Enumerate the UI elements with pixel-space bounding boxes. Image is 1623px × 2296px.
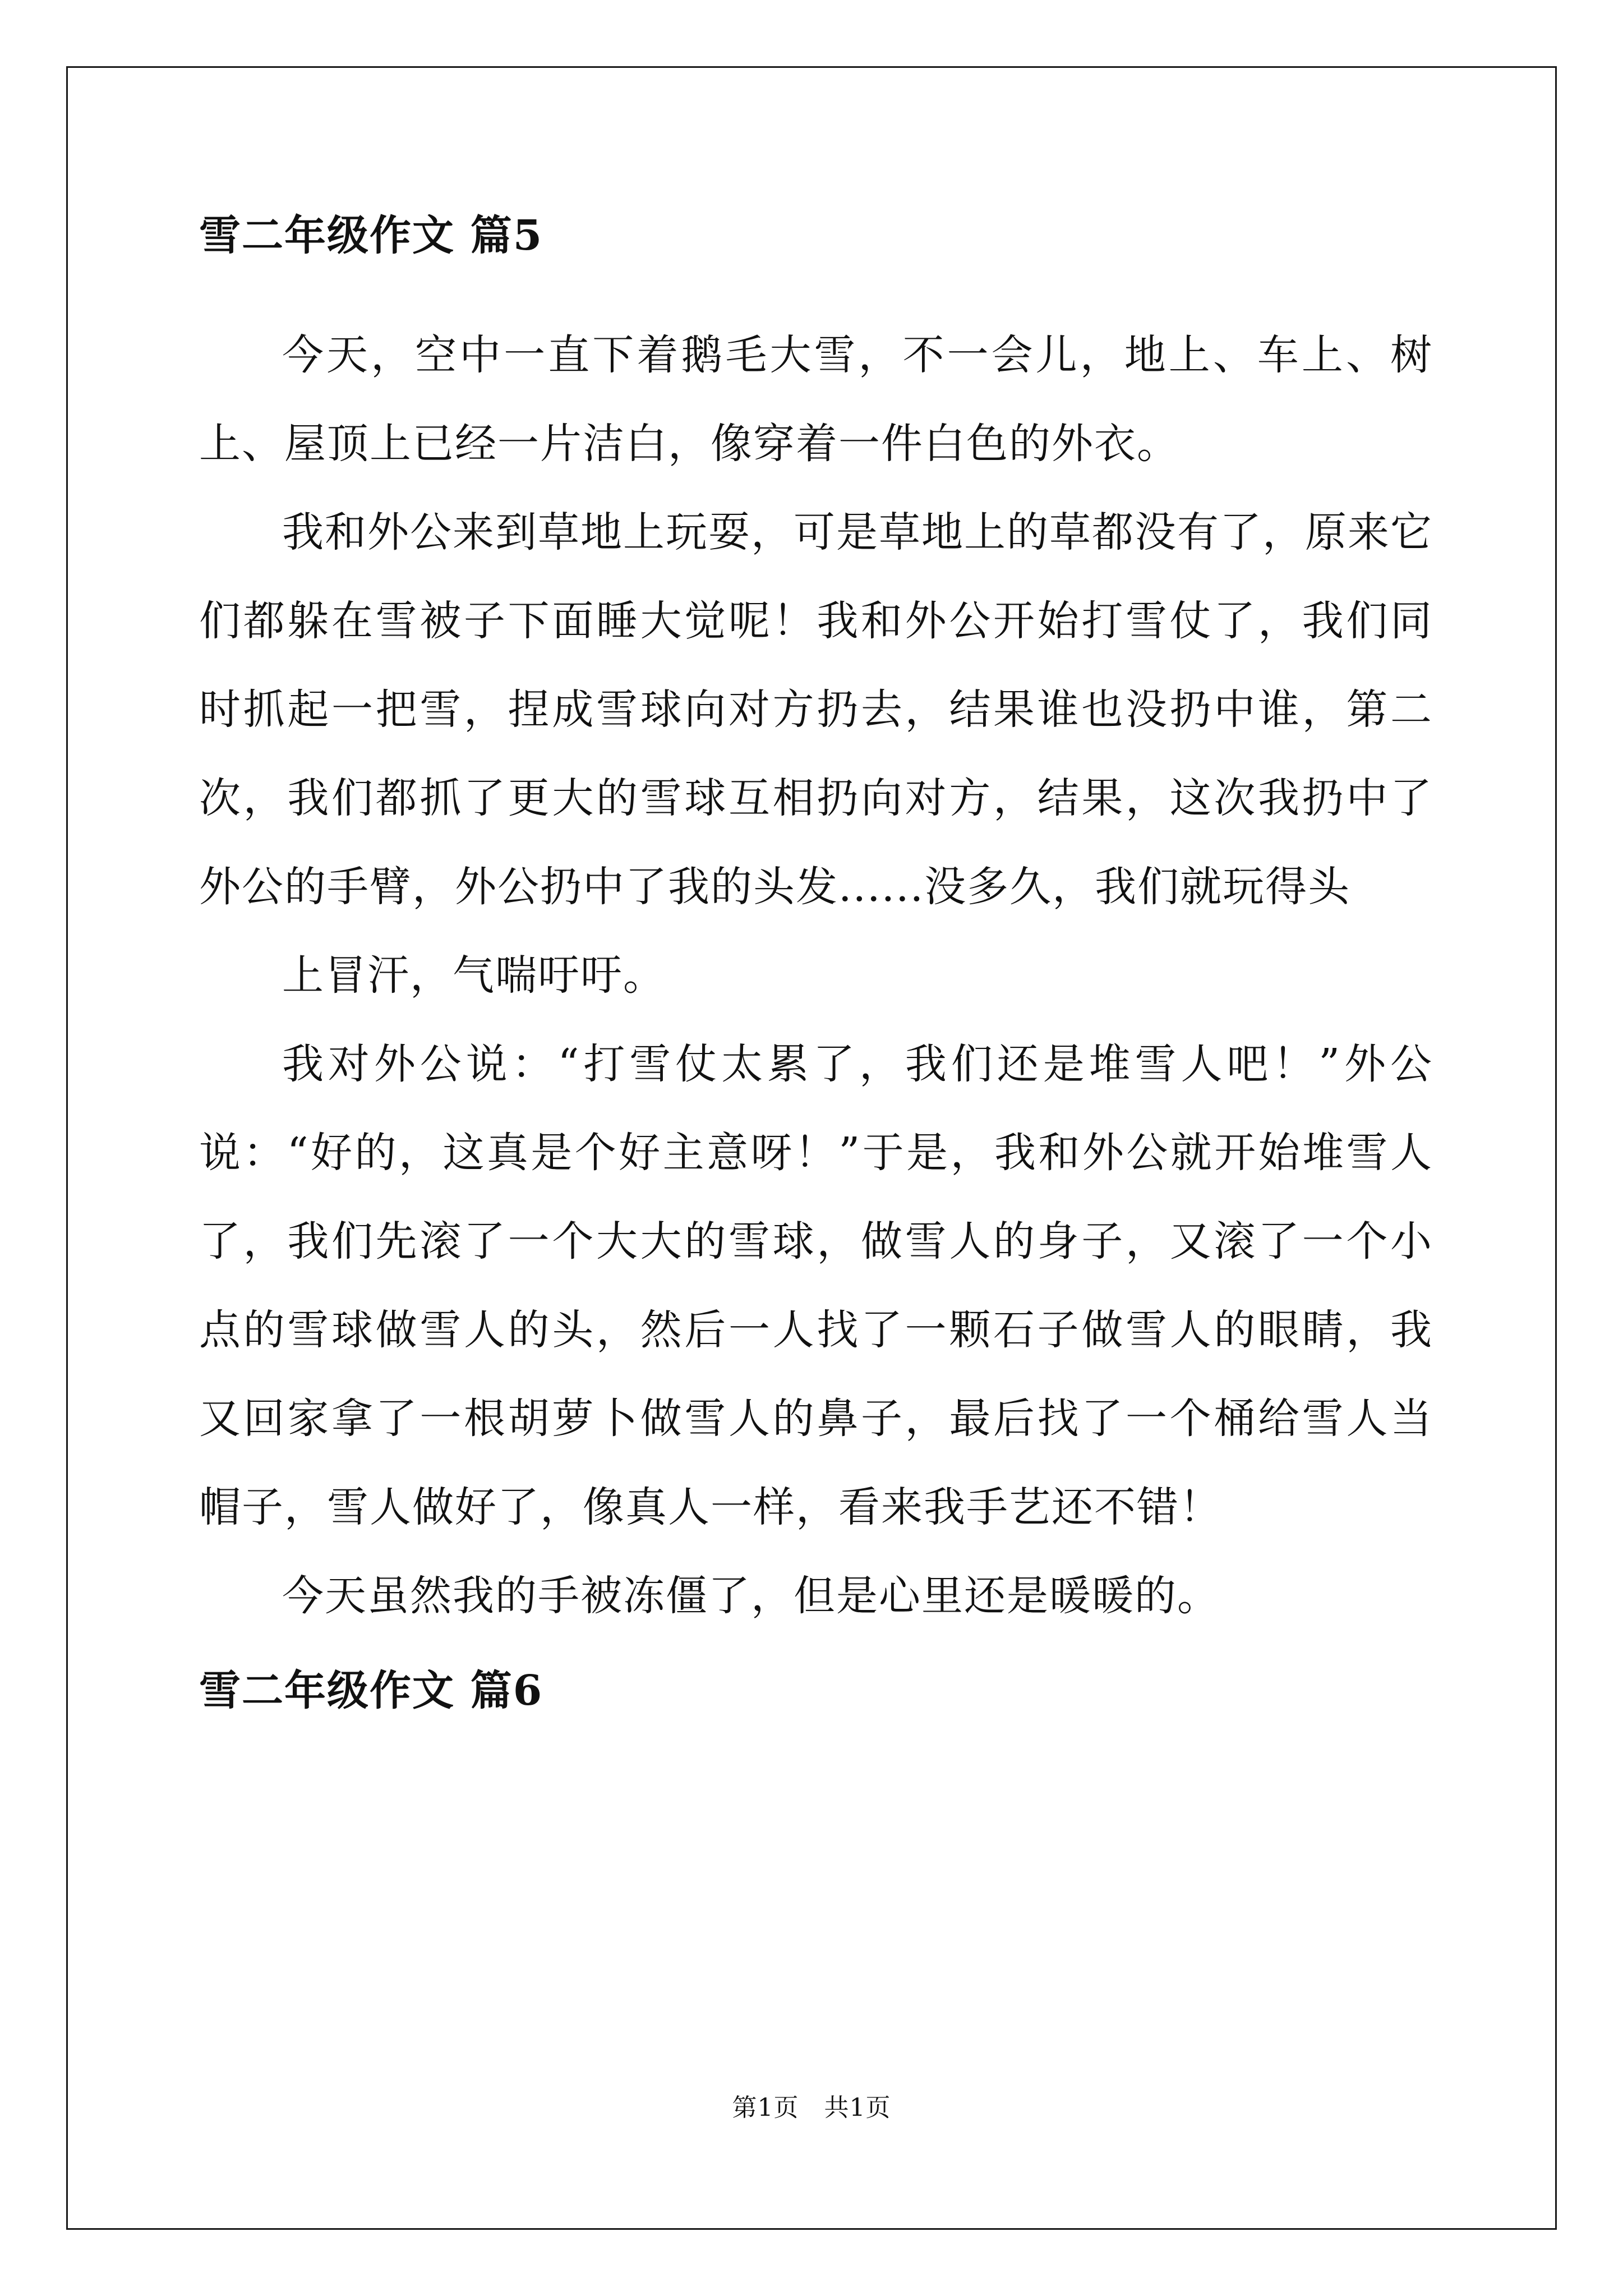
paragraph-3: 上冒汗，气喘吁吁。	[282, 951, 666, 1000]
paragraph-2: 我和外公来到草地上玩耍，可是草地上的草都没有了，原来它们都躲在雪被子下面睡大觉呢！我和外公开始打雪仗了，我们同时抓起一把雪，捏成雪球向对方扔去，结果谁也没扔中谁，第二次，我们都抓了更大的雪球互相扔向对方，结果，这次我扔中了外公的手臂，外公扔中了我的头发......没多久，我们就玩得头	[199, 508, 1433, 911]
page-footer: 第1页 共1页	[732, 2093, 891, 2122]
section-heading-5: 雪二年级作文 篇5	[199, 211, 543, 260]
paragraph-5: 今天虽然我的手被冻僵了，但是心里还是暖暖的。	[282, 1572, 1220, 1620]
section-heading-6: 雪二年级作文 篇6	[199, 1667, 543, 1715]
document-body	[199, 208, 1433, 1719]
paragraph-4: 我对外公说：“打雪仗太累了，我们还是堆雪人吧！”外公说：“好的，这真是个好主意呀！”于是，我和外公就开始堆雪人了，我们先滚了一个大大的雪球，做雪人的身子，又滚了一个小点的雪球做雪人的头，然后一人找了一颗石子做雪人的眼睛，我又回家拿了一根胡萝卜做雪人的鼻子，最后找了一个桶给雪人当帽子，雪人做好了，像真人一样，看来我手艺还不错！	[199, 1040, 1433, 1531]
paragraph-1: 今天，空中一直下着鹅毛大雪，不一会儿，地上、车上、树上、屋顶上已经一片洁白，像穿着一件白色的外衣。	[199, 331, 1433, 468]
